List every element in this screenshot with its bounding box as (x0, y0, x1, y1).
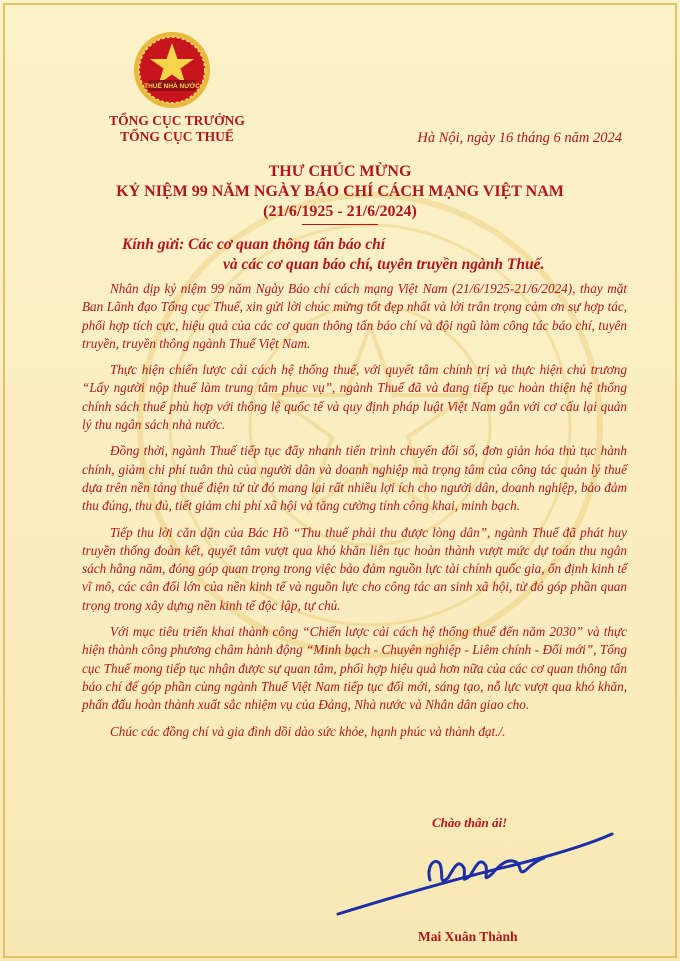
signature-icon (330, 828, 620, 923)
issuing-organization (92, 113, 262, 145)
letter-body (82, 280, 627, 749)
letter-subtitle: KỶ NIỆM 99 NĂM NGÀY BÁO CHÍ CÁCH MẠNG VIỆT NAM (116, 183, 564, 200)
paragraph-6: Chúc các đồng chí và gia đình dồi dào sức khỏe, hạnh phúc và thành đạt./. (110, 723, 506, 739)
letter-date: Hà Nội, ngày 16 tháng 6 năm 2024 (417, 130, 622, 146)
paragraph-3: Đồng thời, ngành Thuế tiếp tục đẩy nhanh tiến trình chuyển đổi số, đơn giản hóa thủ tục hành chính, giảm chi phí tuân thủ của người dân và doanh nghiệp mà trọng tâm của công tác quản lý thuế dựa trên nền tảng thuế điện tử từ đó mang lại rất nhiều lợi ích cho người dân, doanh nghiệp, bảo đảm thu đúng, thu đủ, tiết giảm chi phí xã hội và tăng cường tính công khai, minh bạch. (82, 443, 627, 514)
paragraph-2: Thực hiện chiến lược cải cách hệ thống thuế, với quyết tâm chính trị và thực hiện chủ trương “Lấy người nộp thuế làm trung tâm phục vụ”, ngành Thuế đã và đang tiếp tục hoàn thiện hệ thống chính sách thuế phù hợp với thông lệ quốc tế và quy định pháp luật Việt Nam gắn với cơ cấu lại quản lý thu ngân sách nhà nước. (82, 362, 627, 433)
letter-title: THƯ CHÚC MỪNG (268, 163, 412, 180)
paragraph-1: Nhân dịp kỷ niệm 99 năm Ngày Báo chí cách mạng Việt Nam (21/6/1925-21/6/2024), thay mặt Ban Lãnh đạo Tổng cục Thuế, xin gửi lời chúc mừng tốt đẹp nhất và lời trân trọng cảm ơn sự hợp tác, phối hợp tích cực, hiệu quả của các cơ quan thông tấn báo chí và đội ngũ làm công tác báo chí, tuyên truyền, truyền thông ngành Thuế Việt Nam. (82, 281, 627, 351)
paragraph-4: Tiếp thu lời căn dặn của Bác Hồ “Thu thuế phải thu được lòng dân”, ngành Thuế đã phát huy truyền thống đoàn kết, quyết tâm vượt qua khó khăn liên tục hoàn thành vượt mức dự toán thu ngân sách hằng năm, đóng góp quan trọng trong việc bảo đảm nguồn lực tài chính quốc gia, ổn định kinh tế vĩ mô, các cân đối lớn của nền kinh tế và nguồn lực cho công tác an sinh xã hội, từ đó góp phần quan trọng trong xây dựng nền kinh tế độc lập, tự chủ. (82, 524, 627, 613)
paragraph-5: Với mục tiêu triển khai thành công “Chiến lược cải cách hệ thống thuế đến năm 2030” và thực hiện thành công phương châm hành động “Minh bạch - Chuyên nghiệp - Liêm chính - Đổi mới”, Tổng cục Thuế mong tiếp tục nhận được sự quan tâm, phối hợp hiệu quả hơn nữa của các cơ quan thông tấn báo chí để góp phần cùng ngành Thuế Việt Nam tiếp tục đổi mới, sáng tạo, nỗ lực vượt qua khó khăn, phấn đấu hoàn thành xuất sắc nhiệm vụ của Đảng, Nhà nước và Nhân dân giao cho. (82, 624, 627, 713)
org-title-line2: TỔNG CỤC THUẾ (120, 129, 234, 144)
tax-department-emblem-icon (132, 30, 212, 110)
closing-salutation: Chào thân ái! (432, 815, 508, 830)
signer-name: Mai Xuân Thành (418, 929, 518, 944)
svg-text:THUẾ NHÀ NƯỚC: THUẾ NHÀ NƯỚC (144, 83, 200, 90)
greeting-line2: và các cơ quan báo chí, tuyên truyền ngành Thuế. (223, 256, 545, 273)
greeting-line1: Kính gửi: Các cơ quan thông tấn báo chí (122, 236, 386, 253)
org-title-line1: TỔNG CỤC TRƯỞNG (109, 113, 245, 128)
title-underline (302, 224, 378, 225)
letter-date-range: (21/6/1925 - 21/6/2024) (263, 203, 417, 220)
